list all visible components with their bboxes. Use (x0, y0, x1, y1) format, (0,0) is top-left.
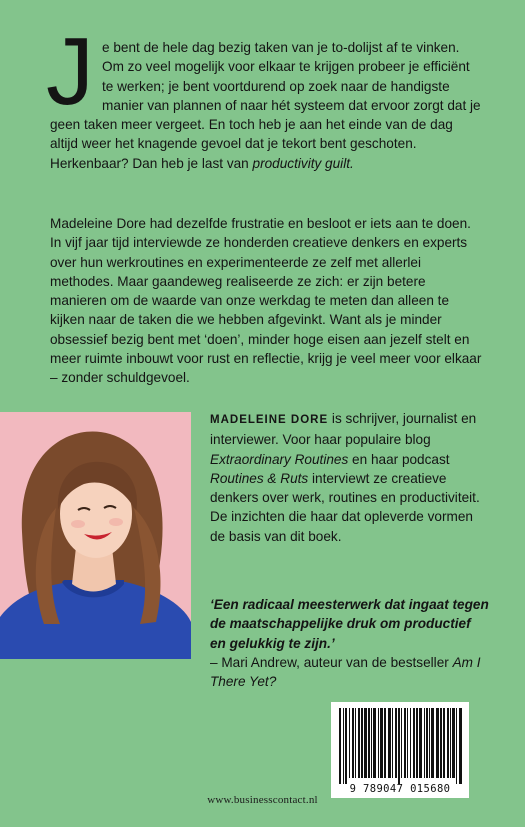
barcode-bar (404, 708, 406, 778)
barcode-bars (331, 706, 469, 788)
bio-podcast-title: Routines & Ruts (210, 470, 309, 486)
quote-text: ‘Een radicaal meesterwerk dat ingaat tegen de maatschappelijke druk om productief en gelukkig te zijn.’ (210, 597, 489, 651)
barcode-bar (450, 708, 451, 778)
barcode-bar (364, 708, 367, 778)
barcode-bar (413, 708, 415, 778)
drop-cap: J (46, 18, 94, 125)
barcode-bar (345, 708, 347, 784)
review-quote (210, 595, 490, 691)
barcode-bar (426, 708, 428, 778)
barcode-bar (429, 708, 430, 778)
barcode-bar (384, 708, 386, 778)
barcode-bar (459, 708, 462, 784)
publisher-website: www.businesscontact.nl (207, 794, 318, 806)
barcode-bar (424, 708, 425, 778)
barcode-bar (380, 708, 383, 778)
barcode-bar (361, 708, 363, 778)
barcode-bar (452, 708, 455, 778)
summary-paragraph: Madeleine Dore had dezelfde frustratie en besloot er iets aan te doen. In vijf jaar tijd interviewde ze honderden creatieve denkers en experts over hun werkroutines en experimenteerde ze zelf met allerlei methodes. Maar gaandeweg realiseerde ze zich: er zijn betere manieren om de waarde van onze werkdag te meten dan alleen te kijken naar de taken die we hebben afgevinkt. Want als je minder obsessief bezig bent met ‘doen’, minder hoge eisen aan jezelf stelt en meer ruimte inbouwt voor rust en reflectie, krijg je veel meer voor elkaar – zonder schuldgevoel. (50, 216, 482, 386)
barcode-bar (355, 708, 356, 778)
author-photo (0, 412, 191, 659)
barcode-bar (447, 708, 449, 778)
quote-book-title: Am I There Yet? (210, 654, 481, 690)
barcode-bar (392, 708, 393, 778)
barcode-bar (395, 708, 397, 778)
barcode-bar (436, 708, 439, 778)
barcode-bar (388, 708, 391, 778)
intro-text: e bent de hele dag bezig taken van je to-dolijst af te vinken. Om zo veel mogelijk voor elkaar te krijgen probeer je efficiënt te werken; je bent voortdurend op zoek naar de handigste manier van plannen of naar hét systeem dat ervoor zorgt dat je geen taken meer vergeet. En toch heb je aan het einde van de dag altijd weer het knagende gevoel dat je tekort bent geschoten. Herkenbaar? Dan heb je last van (50, 40, 481, 171)
barcode-bar (440, 708, 442, 778)
barcode-bar (401, 708, 402, 778)
barcode-bar (339, 708, 341, 784)
isbn-barcode (331, 702, 469, 798)
barcode-bar (410, 708, 411, 778)
barcode-bar (352, 708, 354, 778)
barcode-bar (398, 708, 400, 784)
barcode-bar (373, 708, 376, 778)
bio-text-2: en haar podcast (348, 451, 450, 467)
barcode-bar (419, 708, 422, 778)
bio-text-3: interviewt ze creatieve denkers over werk, routines en productiviteit. De inzichten die haar dat opleverde vormen de basis van dit boek. (210, 470, 480, 544)
barcode-bar (343, 708, 344, 784)
isbn-number: 9 789047 015680 (349, 783, 451, 795)
barcode-bar (416, 708, 418, 778)
barcode-bar (456, 708, 457, 784)
author-portrait-illustration (0, 412, 191, 659)
intro-emphasis: productivity guilt. (252, 155, 354, 171)
bio-text-1: is schrijver, journalist en interviewer. Voor haar populaire blog (210, 411, 477, 448)
quote-attribution: – Mari Andrew, auteur van de bestseller (210, 654, 453, 670)
barcode-bar (368, 708, 370, 778)
barcode-bar (431, 708, 434, 778)
author-bio (210, 409, 490, 546)
intro-paragraph (46, 18, 482, 173)
barcode-bar (378, 708, 379, 778)
author-name: MADELEINE DORE (210, 414, 329, 426)
barcode-bar (358, 708, 360, 778)
barcode-bar (349, 708, 350, 778)
barcode-bar (407, 708, 408, 778)
bio-blog-title: Extraordinary Routines (210, 451, 349, 467)
barcode-bar (443, 708, 445, 778)
barcode-bar (371, 708, 372, 778)
